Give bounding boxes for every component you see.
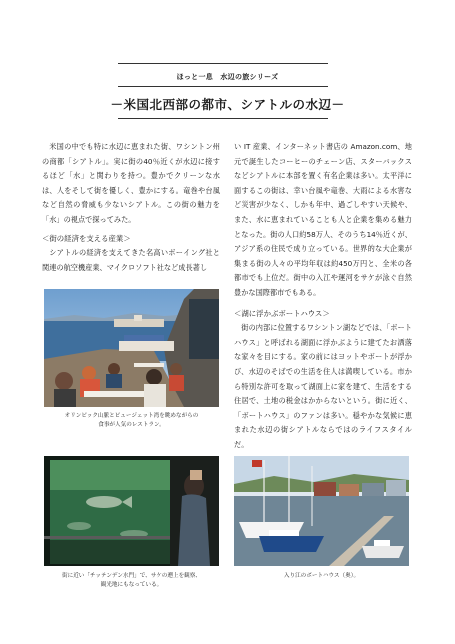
left-column (42, 140, 220, 275)
salmon-caption-line2: 観光地にもなっている。 (100, 582, 163, 588)
intro-paragraph: 米国の中でも特に水辺に恵まれた街、ワシントン州の商都「シアトル」。実に街の40％近くが水辺に接するほど「水」と関わりを持つ。豊かでクリーンな水は、人をそして街を優しく、豊かにする。竜巻や台風など自然の脅威も少ないシアトル。この街の魅力を「水」の視点で探ってみた。 (42, 142, 220, 224)
boathouse-paragraph: 街の内部に位置するワシントン湖などでは、「ボートハウス」と呼ばれる湖面に浮かぶように建てたお洒落な家々を目にする。家の前にはヨットやボートが浮かび、水辺のそばでの生活を住人は満喫している。市から特別な許可を取って湖面上に家を建て、生活をする住居で、土地の税金はかからないという。街に近く、「ボートハウス」のファンは多い。穏やかな気候に恵まれた水辺の街シアトルならではのライフスタイルだ。 (234, 323, 412, 449)
series-label: ほっと一息 水辺の旅シリーズ (176, 73, 279, 81)
restaurant-photo (44, 289, 219, 407)
restaurant-caption-line2: 食事が人気のレストラン。 (98, 422, 165, 428)
economy-paragraph-cont: い IT 産業、インターネット書店の Amazon.com、地元で誕生したコーヒーのチェーン店、スターバックスなどシアトルに本部を置く有名企業は多い。太平洋に面するこの街は、幸い台風や竜巻、大雨による水害など災害が少なく、しかも年中、過ごしやすい天候や、また、水に恵まれていることも人と企業を集める魅力となった。街の人口約58万人、そのうち14％近くが、アジア系の住民で成り立っている。世界的な大企業が集まる街の人々の平均年収は約450万円と、全米の各都市でも上位だ。街中の入江や運河をサケが泳ぐ自然豊かな国際都市でもある。 (234, 142, 412, 297)
economy-paragraph-start: シアトルの経済を支えてきた名高いボーイング社と関連の航空機産業、マイクロソフト社など成長著し (42, 248, 220, 272)
economy-heading: ＜街の経済を支える産業＞ (42, 233, 131, 243)
salmon-caption-line1: 街に近い「チッテンデン水門」で、サケの遡上を観察、 (62, 573, 201, 579)
page-title: －米国北西部の都市、シアトルの水辺－ (110, 97, 345, 112)
bottom-rule (118, 118, 328, 119)
restaurant-caption (44, 412, 219, 430)
mid-rule (118, 86, 328, 87)
boathouse-caption (234, 572, 409, 581)
right-column (234, 140, 412, 452)
salmon-caption (44, 572, 219, 590)
boathouse-caption-line1: 入り江のボートハウス（奥）。 (283, 573, 360, 579)
top-rule (118, 63, 328, 64)
restaurant-caption-line1: オリンピック山脈とピュージェット湾を眺めながらの (64, 413, 199, 419)
boathouse-photo (234, 456, 409, 566)
salmon-viewing-photo (44, 456, 219, 566)
boathouse-heading: ＜湖に浮かぶボートハウス＞ (234, 308, 330, 318)
